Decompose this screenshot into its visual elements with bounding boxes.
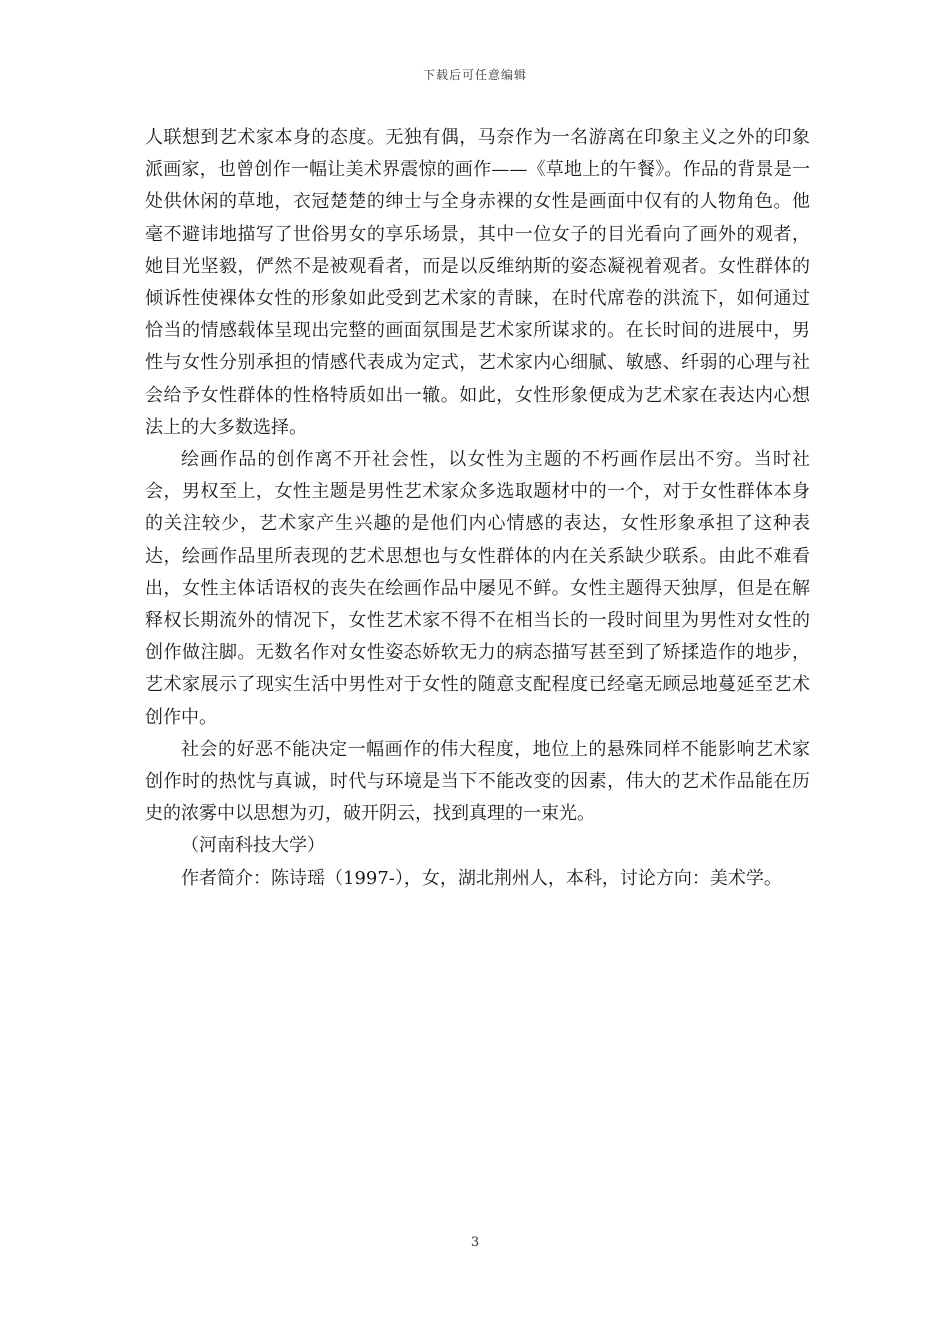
page-number: 3 bbox=[470, 1235, 480, 1250]
document-body bbox=[145, 122, 810, 895]
paragraph-conclusion: 社会的好恶不能决定一幅画作的伟大程度，地位上的悬殊同样不能影响艺术家创作时的热忱与真诚，时代与环境是当下不能改变的因素，伟大的艺术作品能在历史的浓雾中以思想为刃，破开阴云，找到真理的一束光。 bbox=[145, 738, 810, 825]
page-header: 下载后可任意编辑 bbox=[422, 68, 527, 82]
author-bio: 作者简介：陈诗瑶（1997-），女，湖北荆州人，本科，讨论方向：美术学。 bbox=[181, 867, 782, 889]
paragraph-social-context: 绘画作品的创作离不开社会性，以女性为主题的不朽画作层出不穷。当时社会，男权至上，女性主题是男性艺术家众多选取题材中的一个，对于女性群体本身的关注较少，艺术家产生兴趣的是他们内心情感的表达，女性形象承担了这种表达，绘画作品里所表现的艺术思想也与女性群体的内在关系缺少联系。由此不难看出，女性主体话语权的丧失在绘画作品中屡见不鲜。女性主题得天独厚，但是在解释权长期流外的情况下，女性艺术家不得不在相当长的一段时间里为男性对女性的创作做注脚。无数名作对女性姿态娇软无力的病态描写甚至到了矫揉造作的地步，艺术家展示了现实生活中男性对于女性的随意支配程度已经毫无顾忌地蔓延至艺术创作中。 bbox=[145, 449, 810, 728]
affiliation: （河南科技大学） bbox=[181, 835, 325, 857]
paragraph-continuation: 人联想到艺术家本身的态度。无独有偶，马奈作为一名游离在印象主义之外的印象派画家，也曾创作一幅让美术界震惊的画作——《草地上的午餐》。作品的背景是一处供休闲的草地，衣冠楚楚的绅士与全身赤裸的女性是画面中仅有的人物角色。他毫不避讳地描写了世俗男女的享乐场景，其中一位女子的目光看向了画外的观者，她目光坚毅，俨然不是被观看者，而是以反维纳斯的姿态凝视着观者。女性群体的倾诉性使裸体女性的形象如此受到艺术家的青睐，在时代席卷的洪流下，如何通过恰当的情感载体呈现出完整的画面氛围是艺术家所谋求的。在长时间的进展中，男性与女性分别承担的情感代表成为定式，艺术家内心细腻、敏感、纤弱的心理与社会给予女性群体的性格特质如出一辙。如此，女性形象便成为艺术家在表达内心想法上的大多数选择。 bbox=[145, 127, 810, 438]
